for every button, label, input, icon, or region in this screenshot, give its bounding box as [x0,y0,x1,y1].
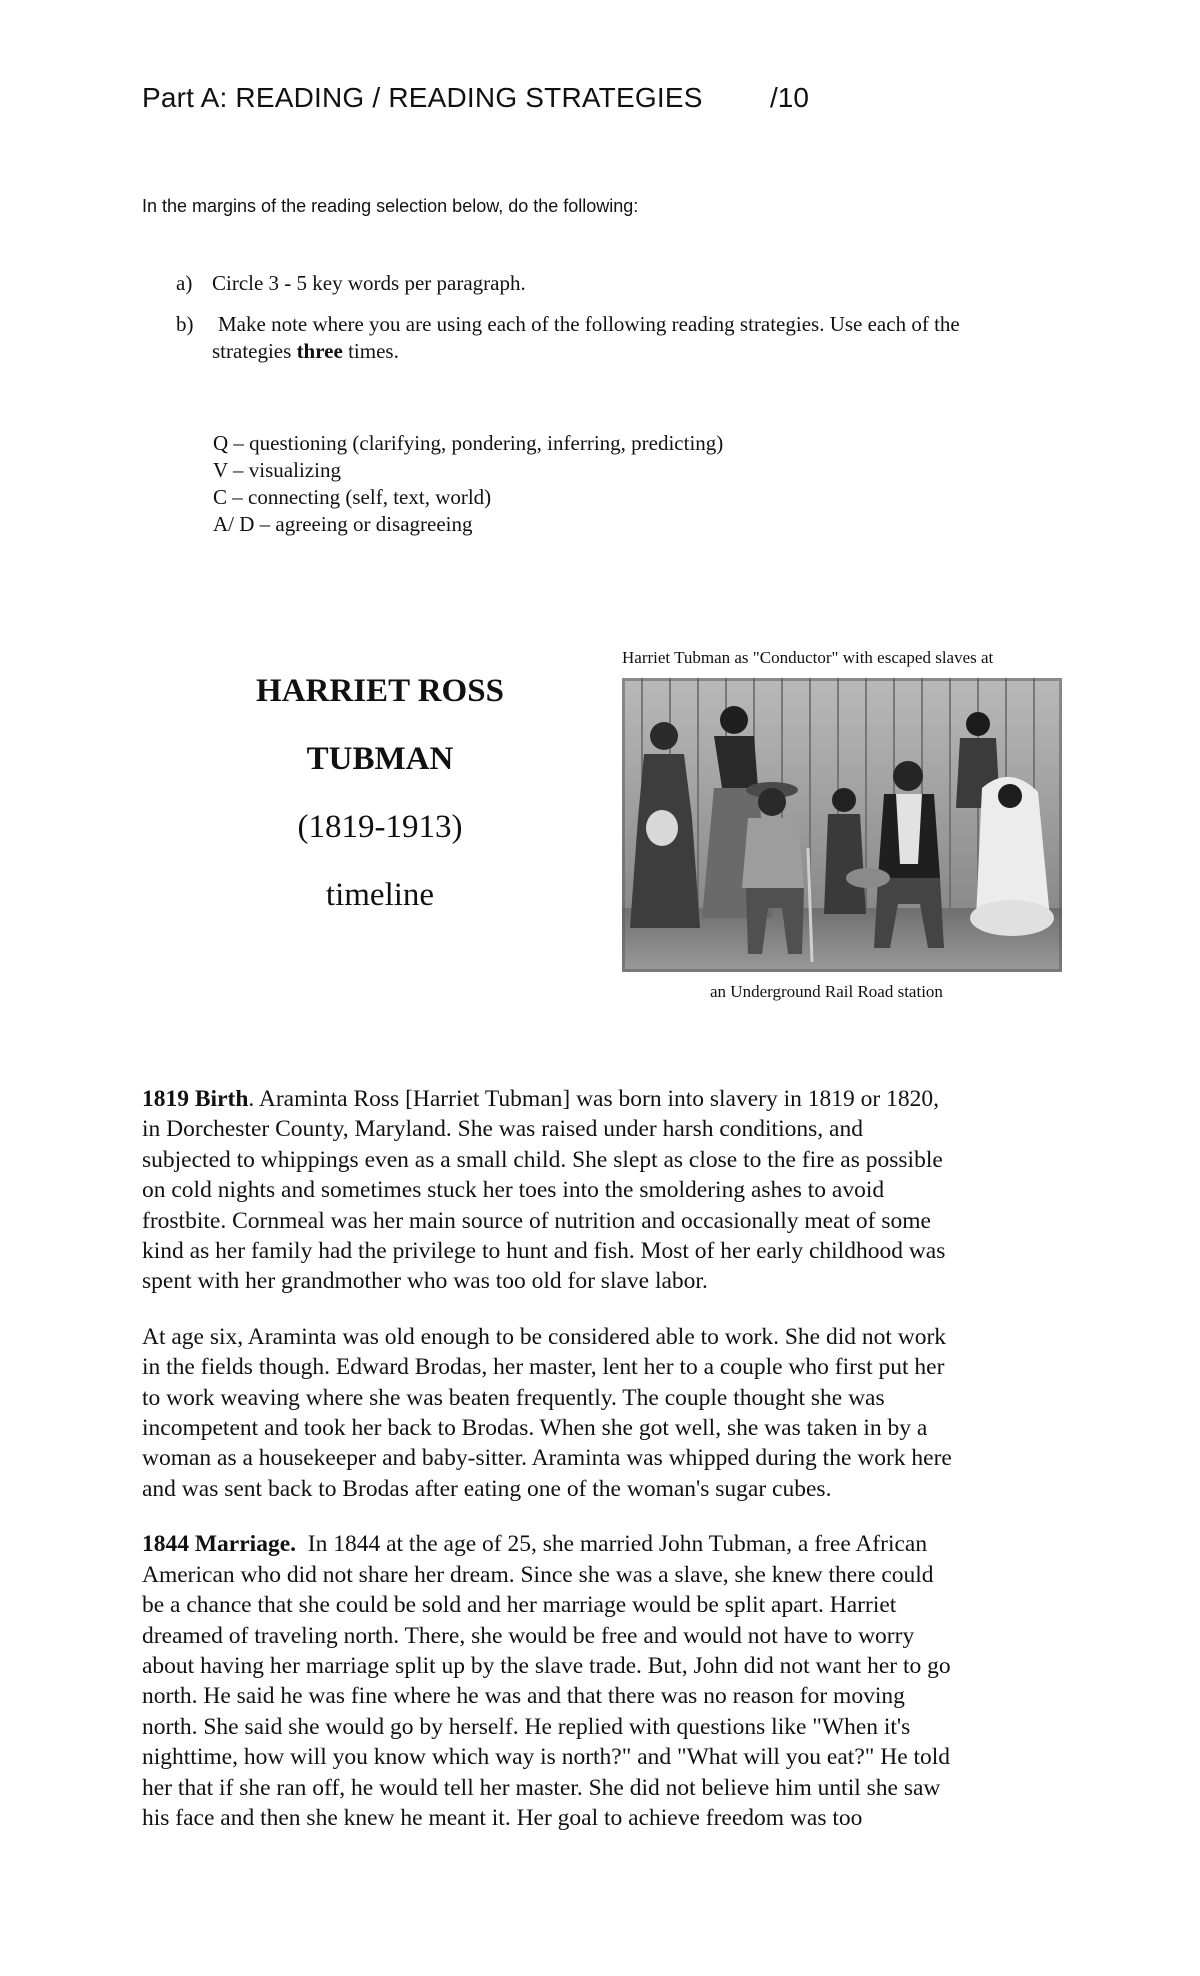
paragraph-line: be a chance that she could be sold and her marriage would be split apart. Harriet [142,1592,897,1619]
paragraph-line: American who did not share her dream. Since she was a slave, she knew there could [142,1561,934,1588]
paragraph-line: in the fields though. Edward Brodas, her master, lent her to a couple who first put her [142,1354,945,1381]
paragraph-line: and was sent back to Brodas after eating one of the woman's sugar cubes. [142,1475,832,1502]
instructions-text: In the margins of the reading selection below, do the following: [142,196,639,216]
task-text-suffix: times. [342,339,399,363]
paragraph-line: her that if she ran off, he would tell her master. She did not believe him until she saw [142,1774,941,1801]
paragraph-line: frostbite. Cornmeal was her main source of nutrition and occasionally meat of some [142,1207,931,1234]
paragraph-line: in Dorchester County, Maryland. She was raised under harsh conditions, and [142,1116,863,1143]
paragraph-line: kind as her family had the privilege to hunt and fish. Most of her early childhood was [142,1238,946,1265]
historical-photo-illustration [622,678,1062,972]
paragraph-line: about having her marriage split up by the slave trade. But, John did not want her to go [142,1652,951,1679]
task-text-prefix: strategies [212,339,297,363]
paragraph-birth [142,1084,1072,1297]
paragraph-line: In 1844 at the age of 25, she married John Tubman, a free African [296,1531,928,1558]
photo-caption-bottom: an Underground Rail Road station [710,982,943,1001]
paragraph-heading: 1819 Birth [142,1086,249,1112]
title-line-1: HARRIET ROSS [256,673,504,709]
title-dates: (1819-1913) [297,809,463,845]
paragraph-childhood [142,1322,1072,1504]
title-line-2: TUBMAN [306,741,454,777]
task-text-emphasis: three [296,339,343,363]
paragraph-line: north. She said she would go by herself. He replied with questions like "When it's [142,1713,911,1740]
strategy-list [213,430,723,538]
task-marker: b) [176,312,194,336]
strategy-item-q: Q – questioning (clarifying, pondering, inferring, predicting) [213,431,724,455]
paragraph-line: At age six, Araminta was old enough to be considered able to work. She did not work [142,1323,947,1350]
photo-caption-top: Harriet Tubman as "Conductor" with escaped slaves at [622,648,994,667]
strategy-item-v: V – visualizing [213,458,341,482]
paragraph-line: his face and then she knew he meant it. Her goal to achieve freedom was too [142,1804,863,1831]
paragraph-line: dreamed of traveling north. There, she would be free and would not have to worry [142,1622,915,1649]
score-label: /10 [770,82,809,113]
task-text: Circle 3 - 5 key words per paragraph. [212,271,526,295]
paragraph-line: on cold nights and sometimes stuck her toes into the smoldering ashes to avoid [142,1177,885,1204]
task-marker: a) [176,271,193,295]
paragraph-marriage [142,1529,1072,1833]
paragraph-line: incompetent and took her back to Brodas. When she got well, she was taken in by a [142,1415,928,1442]
strategy-item-c: C – connecting (self, text, world) [213,485,492,509]
paragraph-heading: 1844 Marriage. [142,1531,297,1558]
title-subtitle: timeline [325,877,435,913]
paragraph-line: . Araminta Ross [Harriet Tubman] was born into slavery in 1819 or 1820, [248,1086,939,1112]
task-item-a [176,270,1076,297]
paragraph-line: nighttime, how will you know which way is north?" and "What will you eat?" He told [142,1744,951,1771]
task-item-b [176,311,1076,365]
task-text: Make note where you are using each of the following reading strategies. Use each of the [218,312,960,336]
paragraph-line: to work weaving where she was beaten frequently. The couple thought she was [142,1384,885,1411]
paragraph-line: subjected to whippings even as a small child. She slept as close to the fire as possible [142,1146,943,1173]
section-header: Part A: READING / READING STRATEGIES [142,82,703,113]
paragraph-line: spent with her grandmother who was too old for slave labor. [142,1268,708,1295]
historical-photo [622,678,1062,972]
timeline-title [200,672,560,914]
reading-passage [142,1084,1072,1858]
task-list [176,270,1076,379]
strategy-item-ad: A/ D – agreeing or disagreeing [213,512,473,536]
paragraph-line: woman as a housekeeper and baby-sitter. Araminta was whipped during the work here [142,1445,952,1472]
paragraph-line: north. He said he was fine where he was and that there was no reason for moving [142,1683,905,1710]
